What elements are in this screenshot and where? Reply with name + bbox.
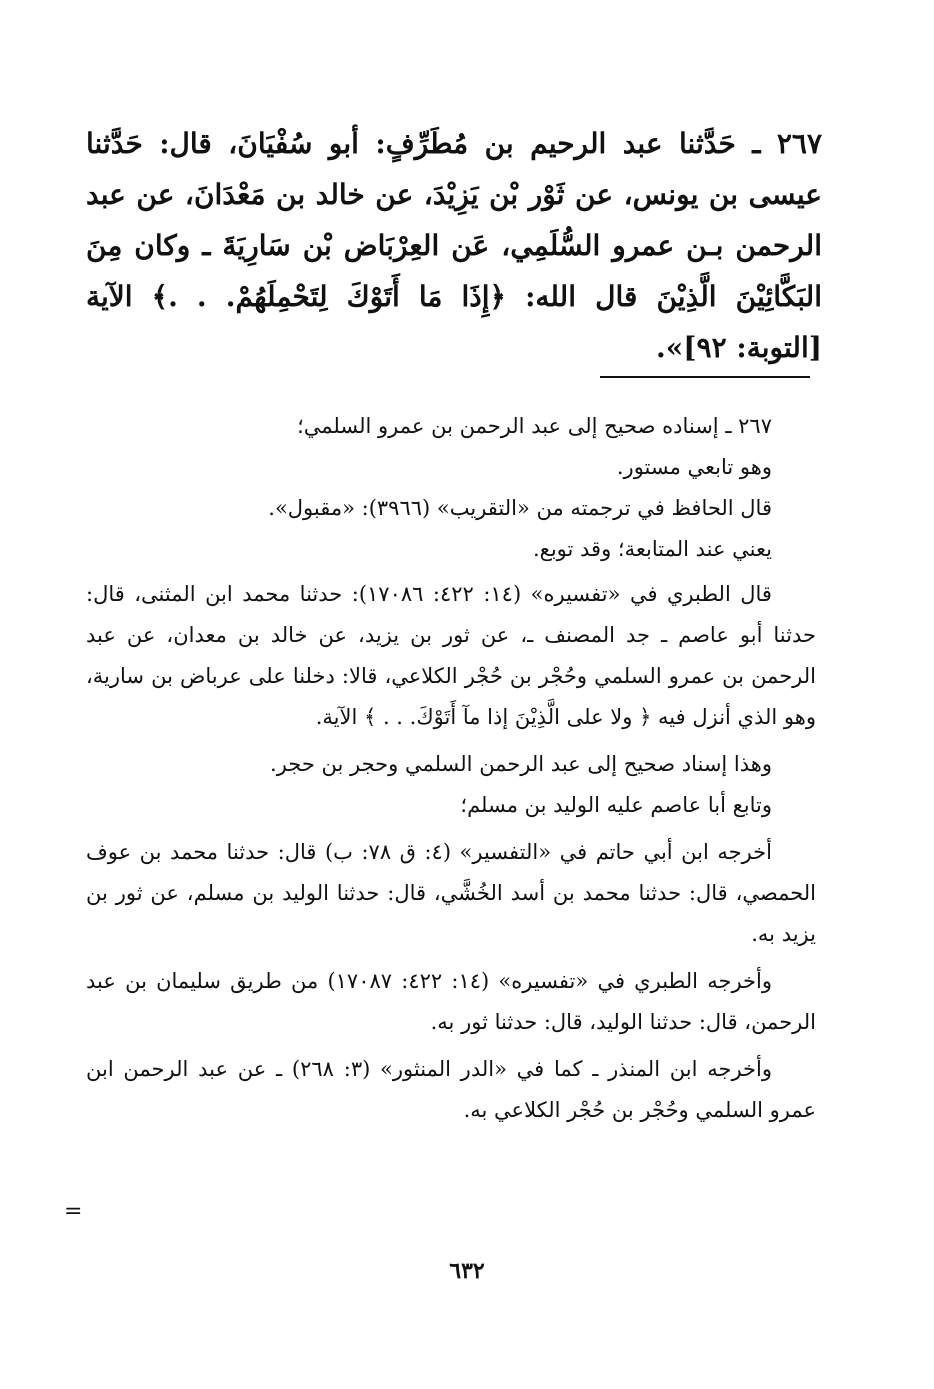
hadith-body: ـ حَدَّثنا عبد الرحيم بن مُطَرِّفٍ: أبو سُفْيَانَ، قال: حَدَّثنا عيسى بن يونس، عن ثَوْر بْن يَزِيْدَ، عن خالد بن مَعْدَانَ، عن عبد الرحمن بـن عمرو السُّلَمِي، عَن العِرْبَاض بْن سَارِيَةَ ـ وكان مِنَ البَكَّائِيْنَ الَّذِيْنَ قال الله: ﴿إِذَا مَا أَتَوْكَ لِتَحْمِلَهُمْ. . .﴾ الآية [التوبة: ٩٢]». — [86, 127, 822, 364]
hadith-number: ٢٦٧ — [776, 127, 822, 160]
footnote-paragraph: أخرجه ابن أبي حاتم في «التفسير» (٤: ق ٧٨: ب) قال: حدثنا محمد بن عوف الحمصي، قال: حدثنا محمد بن أسد الخُشَّي، قال: حدثنا الوليد بن مسلم، عن ثور بن يزيد به. — [86, 840, 816, 946]
footnotes — [86, 406, 816, 1131]
footnote-paragraph: وأخرجه الطبري في «تفسيره» (١٤: ٤٢٢: ١٧٠٨٧) من طريق سليمان بن عبد الرحمن، قال: حدثنا الوليد، قال: حدثنا ثور به. — [86, 969, 816, 1034]
footnote-line: وهو تابعي مستور. — [616, 455, 772, 479]
footnote-line: ٢٦٧ ـ إسناده صحيح إلى عبد الرحمن بن عمرو السلمي؛ — [297, 414, 772, 438]
footnote-line: وتابع أبا عاصم عليه الوليد بن مسلم؛ — [460, 793, 772, 817]
footnote-line: قال الحافظ في ترجمته من «التقريب» (٣٩٦٦): «مقبول». — [268, 496, 772, 520]
footnote-paragraph: وأخرجه ابن المنذر ـ كما في «الدر المنثور» (٣: ٢٦٨) ـ عن عبد الرحمن ابن عمرو السلمي وحُجْر بن حُجْر الكلاعي به. — [86, 1057, 816, 1122]
footnote-line: وهذا إسناد صحيح إلى عبد الرحمن السلمي وحجر بن حجر. — [270, 752, 772, 776]
footnote-separator — [600, 376, 810, 378]
hadith-text — [86, 118, 822, 373]
continuation-mark: = — [64, 1199, 83, 1224]
footnote-line: يعني عند المتابعة؛ وقد توبع. — [532, 537, 772, 561]
page-number: ٦٣٢ — [449, 1258, 485, 1284]
footnote-paragraph: قال الطبري في «تفسيره» (١٤: ٤٢٢: ١٧٠٨٦): حدثنا محمد ابن المثنى، قال: حدثنا أبو عاصم ـ جد المصنف ـ، عن ثور بن يزيد، عن خالد بن معدان، عن عبد الرحمن بن عمرو السلمي وحُجْر بن حُجْر الكلاعي، قالا: دخلنا على عرباض بن سارية، وهو الذي أنزل فيه ﴿ ولا على الَّذِيْنَ إذا مآ أَتَوْكَ. . . ﴾ الآية. — [86, 582, 816, 729]
